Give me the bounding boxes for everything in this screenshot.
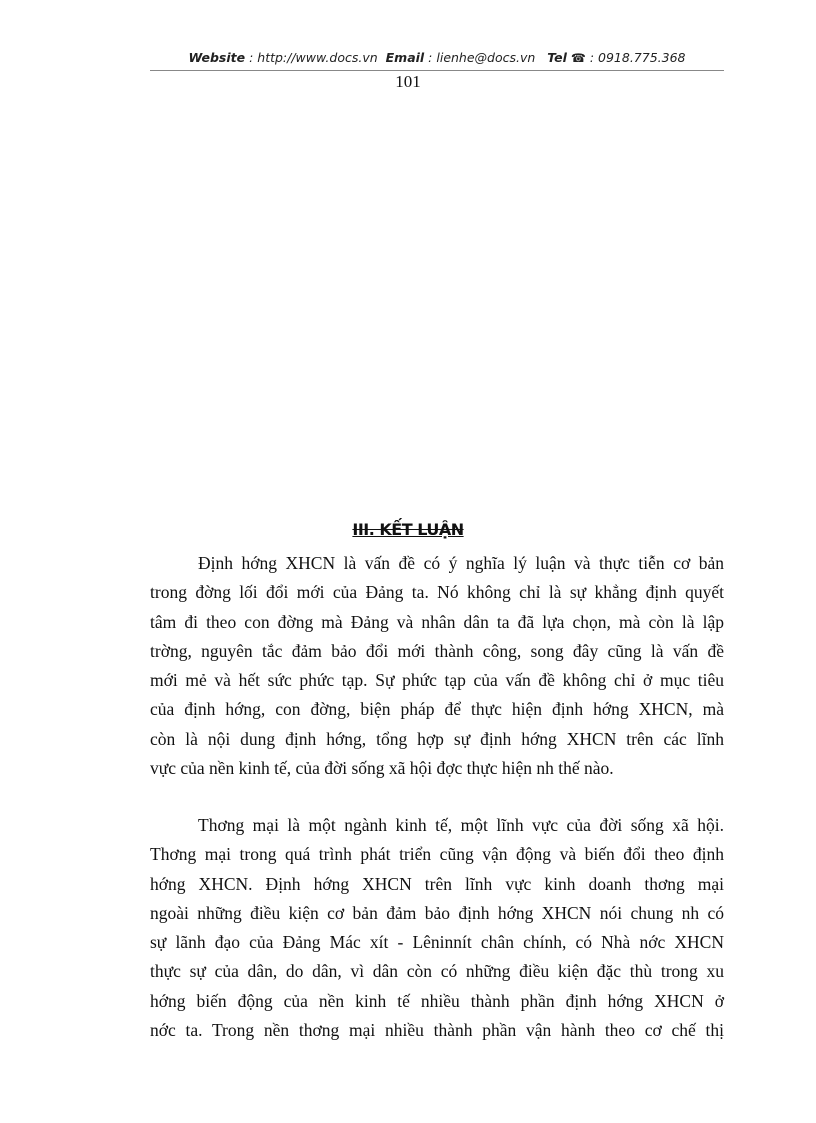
page-number: 101 [395, 72, 421, 91]
website-separator: : [245, 50, 258, 65]
text-line: thực sự của dân, do dân, vì dân còn có những điều kiện đặc thù trong xu [150, 961, 724, 982]
website-label: Website [188, 50, 246, 65]
text-line: hớng XHCN. Định hớng XHCN trên lĩnh vực kinh doanh thơng mại [150, 873, 724, 894]
text-line: tâm đi theo con đờng mà Đảng và nhân dân ta đã lựa chọn, mà còn là lập [150, 611, 724, 632]
email-label: Email [385, 50, 425, 65]
tel-label: Tel [547, 50, 567, 65]
text-line: mới mẻ và hết sức phức tạp. Sự phức tạp của vấn đề không chỉ ở mục tiêu [150, 670, 724, 691]
email-separator: : [424, 50, 437, 65]
text-line: hớng biến động của nền kinh tế nhiều thành phần định hớng XHCN ở [150, 990, 724, 1011]
text-line: Thơng mại trong quá trình phát triển cũng vận động và biến đổi theo định [150, 844, 724, 865]
paragraph-2 [150, 811, 724, 1045]
paragraph-1 [150, 549, 724, 783]
tel-number: : 0918.775.368 [585, 50, 686, 65]
text-line: sự lãnh đạo của Đảng Mác xít - Lêninnít chân chính, có Nhà nớc XHCN [150, 932, 724, 953]
email-link[interactable]: lienhe@docs.vn [436, 50, 536, 65]
text-line: vực của nền kinh tế, của đời sống xã hội đợc thực hiện nh thế nào. [150, 758, 614, 779]
phone-icon: ☎ [570, 51, 586, 65]
text-line: trờng, nguyên tắc đảm bảo đổi mới thành công, song đây cũng là vấn đề [150, 640, 724, 661]
text-line: nớc ta. Trong nền thơng mại nhiều thành phần vận hành theo cơ chế thị [150, 1020, 724, 1041]
text-line: còn là nội dung định hớng, tổng hợp sự định hớng XHCN trên các lĩnh [150, 728, 724, 749]
website-link[interactable]: http://www.docs.vn [257, 50, 378, 65]
text-line: trong đờng lối đổi mới của Đảng ta. Nó không chỉ là sự khẳng định quyết [150, 582, 724, 603]
page-header [150, 50, 724, 65]
text-line: của định hớng, con đờng, biện pháp để thực hiện định hớng XHCN, mà [150, 699, 724, 720]
text-line: Thơng mại là một ngành kinh tế, một lĩnh vực của đời sống xã hội. [198, 815, 724, 835]
section-heading: III. KẾT LUẬN [352, 520, 464, 539]
text-line: ngoài những điều kiện cơ bản đảm bảo định hớng XHCN nói chung nh có [150, 902, 724, 923]
header-divider [150, 70, 724, 71]
text-line: Định hớng XHCN là vấn đề có ý nghĩa lý luận và thực tiễn cơ bản [198, 553, 724, 573]
